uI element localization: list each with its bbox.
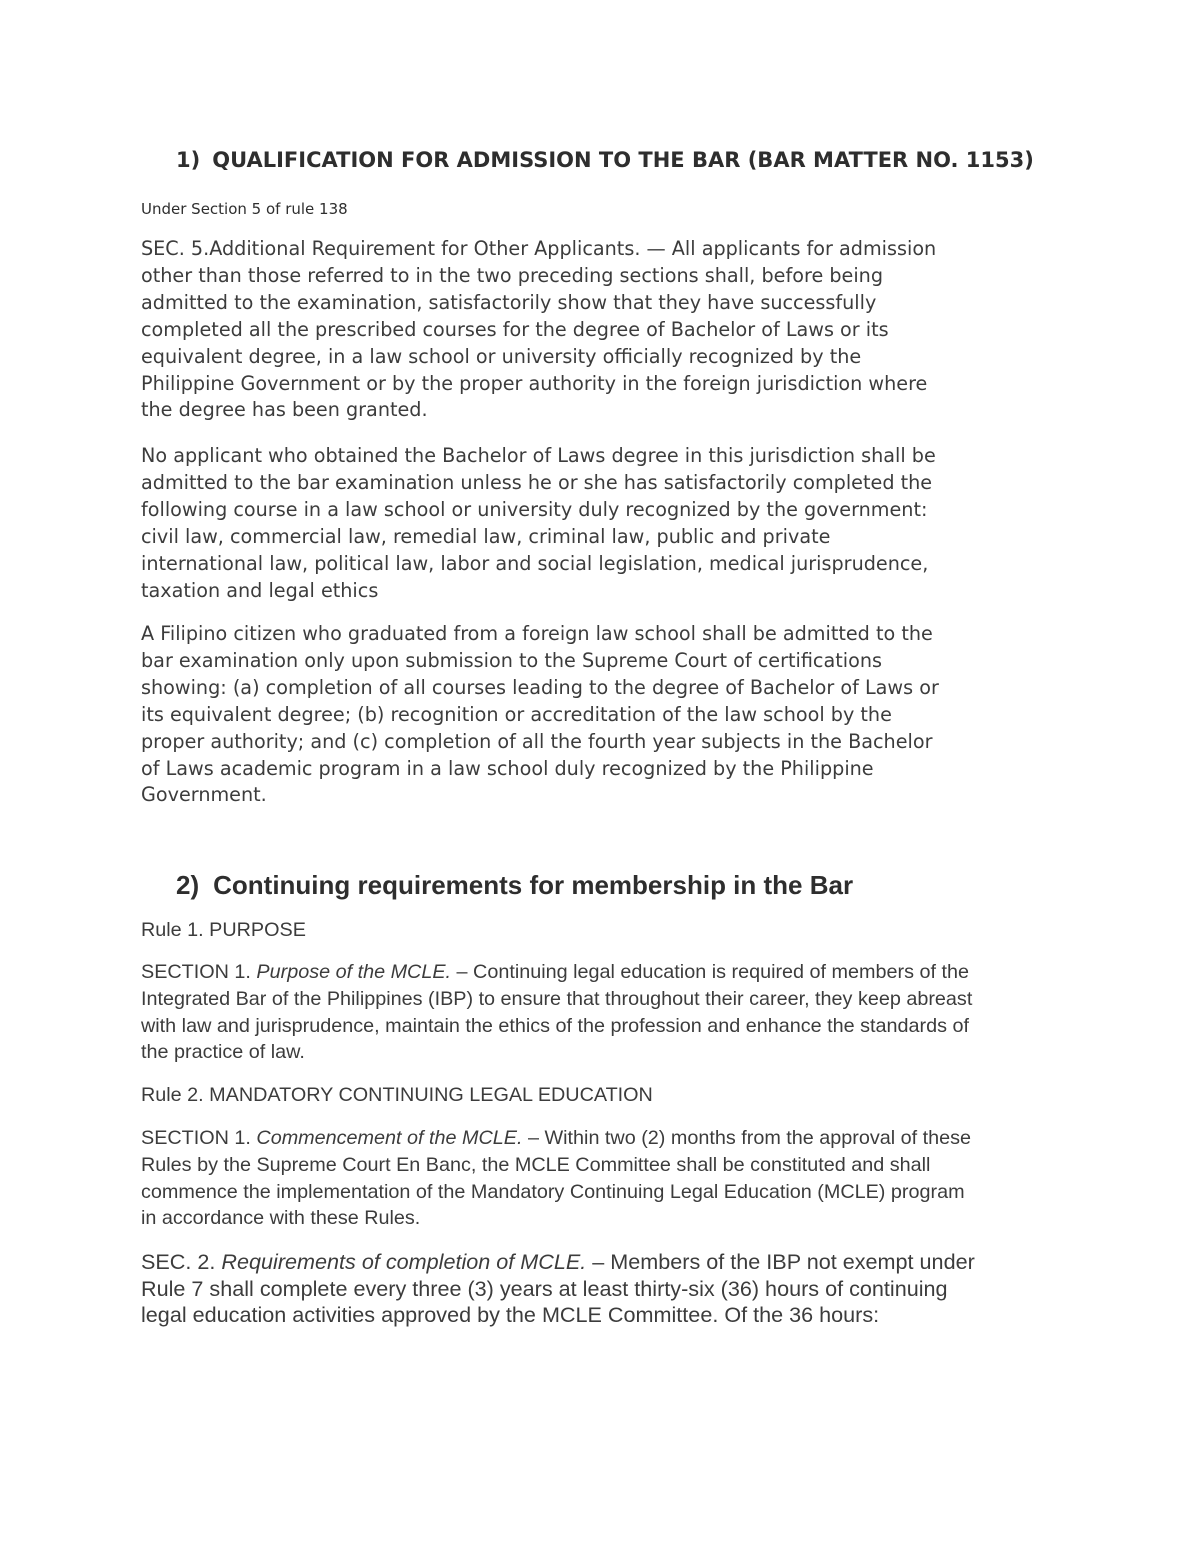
paragraph-line: admitted to the bar examination unless he or she has satisfactorily completed the	[141, 470, 933, 494]
paragraph-line: showing: (a) completion of all courses leading to the degree of Bachelor of Laws or	[141, 675, 939, 699]
section-text: – Within two (2) months from the approval of these	[527, 1127, 972, 1149]
paragraph-line: the practice of law.	[141, 1041, 305, 1064]
paragraph-line: SEC. 5.Additional Requirement for Other Applicants. — All applicants for admission	[141, 237, 937, 260]
paragraph-line: Rules by the Supreme Court En Banc, the MCLE Committee shall be constituted and shall	[141, 1153, 931, 1176]
paragraph-line: No applicant who obtained the Bachelor of Laws degree in this jurisdiction shall be	[141, 444, 936, 467]
section-text: – Members of the IBP not exempt under	[592, 1249, 975, 1274]
paragraph-line: of Laws academic program in a law school duly recognized by the Philippine	[141, 756, 874, 780]
paragraph-line: Integrated Bar of the Philippines (IBP) to ensure that throughout their career, they keep abreast	[141, 987, 973, 1010]
paragraph-line	[141, 1125, 971, 1152]
section-2-number: 2)	[176, 870, 200, 900]
section-1-paragraph-1	[141, 236, 1071, 424]
rule-2-section-1	[141, 1125, 971, 1232]
paragraph-line: with law and jurisprudence, maintain the ethics of the profession and enhance the standards of	[141, 1014, 970, 1037]
section-text: – Continuing legal education is required of members of the	[456, 961, 969, 983]
section-label: SECTION 1.	[141, 1127, 251, 1149]
section-1-title: QUALIFICATION FOR ADMISSION TO THE BAR (BAR MATTER NO. 1153)	[212, 148, 1034, 172]
section-1-subheading: Under Section 5 of rule 138	[141, 200, 348, 218]
rule-1-section-1	[141, 959, 972, 1066]
paragraph-line: bar examination only upon submission to the Supreme Court of certifications	[141, 648, 882, 672]
rule-2-section-2	[141, 1249, 975, 1329]
paragraph-line: other than those referred to in the two preceding sections shall, before being	[141, 263, 884, 287]
section-1-paragraph-2	[141, 443, 1071, 604]
paragraph-line: Government.	[141, 783, 267, 807]
paragraph-line: in accordance with these Rules.	[141, 1207, 421, 1230]
section-label: SECTION 1.	[141, 961, 251, 983]
section-1-number: 1)	[176, 148, 201, 172]
paragraph-line: taxation and legal ethics	[141, 578, 379, 602]
section-2-title: Continuing requirements for membership in the Bar	[213, 870, 854, 900]
paragraph-line: A Filipino citizen who graduated from a foreign law school shall be admitted to the	[141, 622, 933, 645]
section-title: Commencement of the MCLE.	[256, 1127, 523, 1149]
rule-1-heading: Rule 1. PURPOSE	[141, 919, 306, 941]
section-title: Requirements of completion of MCLE.	[221, 1249, 587, 1274]
section-1-paragraph-3	[141, 621, 1071, 809]
section-label: SEC. 2.	[141, 1249, 216, 1274]
paragraph-line: the degree has been granted.	[141, 398, 428, 422]
rule-2-heading: Rule 2. MANDATORY CONTINUING LEGAL EDUCATION	[141, 1084, 653, 1106]
paragraph-line: Rule 7 shall complete every three (3) years at least thirty-six (36) hours of continuing	[141, 1275, 948, 1301]
paragraph-line: equivalent degree, in a law school or university officially recognized by the	[141, 344, 862, 368]
paragraph-line: legal education activities approved by the MCLE Committee. Of the 36 hours:	[141, 1302, 880, 1327]
paragraph-line: following course in a law school or university duly recognized by the government:	[141, 497, 928, 521]
section-title: Purpose of the MCLE.	[256, 961, 452, 983]
paragraph-line: Philippine Government or by the proper authority in the foreign jurisdiction where	[141, 371, 928, 395]
paragraph-line: commence the implementation of the Mandatory Continuing Legal Education (MCLE) program	[141, 1180, 965, 1203]
section-2-heading	[176, 865, 853, 905]
paragraph-line	[141, 1249, 975, 1276]
paragraph-line: completed all the prescribed courses for the degree of Bachelor of Laws or its	[141, 317, 889, 341]
paragraph-line: admitted to the examination, satisfactorily show that they have successfully	[141, 290, 877, 314]
paragraph-line: proper authority; and (c) completion of all the fourth year subjects in the Bachelor	[141, 729, 933, 753]
paragraph-line: its equivalent degree; (b) recognition or accreditation of the law school by the	[141, 702, 892, 726]
section-1-heading	[176, 144, 1034, 176]
paragraph-line: civil law, commercial law, remedial law, criminal law, public and private	[141, 524, 831, 548]
paragraph-line	[141, 959, 972, 986]
paragraph-line: international law, political law, labor and social legislation, medical jurisprudence,	[141, 551, 929, 575]
